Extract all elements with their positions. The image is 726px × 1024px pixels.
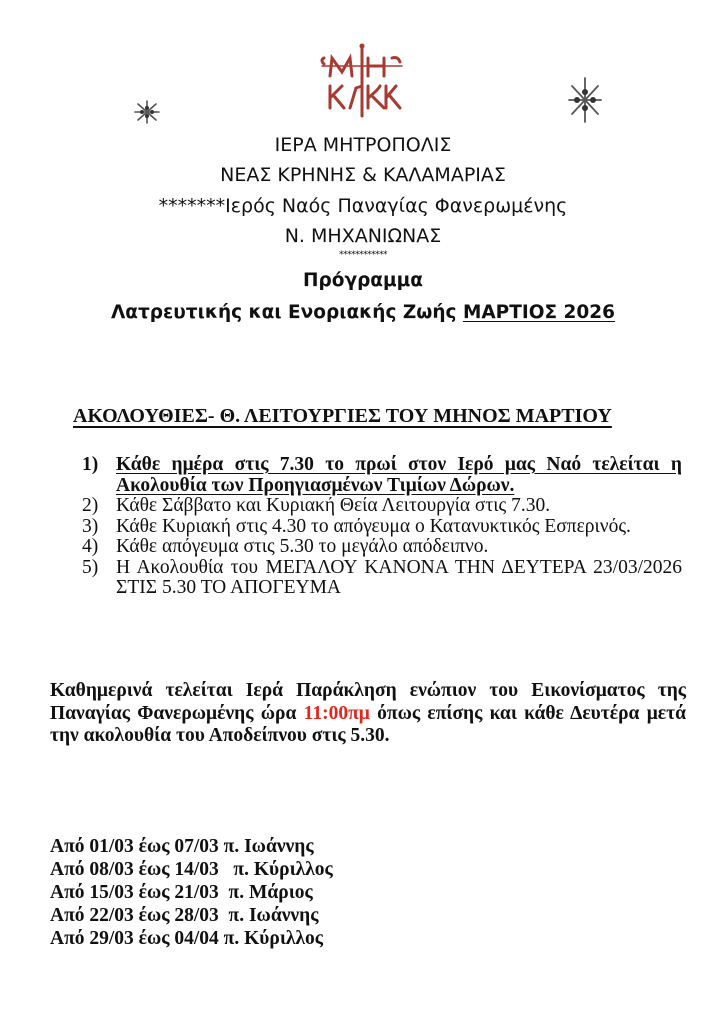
metropolis-region: ΝΕΑΣ ΚΡΗΝΗΣ & ΚΑΛΑΜΑΡΙΑΣ xyxy=(220,164,506,186)
rota-row: Από 22/03 έως 28/03 π. Ιωάννης xyxy=(50,905,319,926)
list-item xyxy=(82,558,682,599)
rota-row: Από 01/03 έως 07/03 π. Ιωάννης xyxy=(50,836,314,857)
list-item xyxy=(82,517,682,538)
rota-row: Από 08/03 έως 14/03 π. Κύριλλος xyxy=(50,859,333,880)
rota-row: Από 15/03 έως 21/03 π. Μάριος xyxy=(50,882,313,903)
item-number: 4) xyxy=(82,536,99,557)
paraklisi-text-end: όπως επίσης και κάθε Δευτέρα μετά την ακολουθία του Αποδείπνου στις 5.30. xyxy=(50,702,686,746)
item-text: Κάθε ημέρα στις 7.30 το πρωί στον Ιερό μας Ναό τελείται η Ακολουθία των Προηγιασμένων Τιμίων Δώρων. xyxy=(116,454,682,496)
sparkle-star-icon xyxy=(132,98,162,126)
church-name: *******Ιερός Ναός Παναγίας Φανερωμένης xyxy=(158,195,568,217)
program-title: Πρόγραμμα xyxy=(303,270,423,291)
paraklisi-text: Καθημερινά τελείται Ιερά Παράκληση ενώπιον του Εικονίσματος της Παναγίας Φανερωμένης ώρα xyxy=(50,680,686,724)
item-text: Η Ακολουθία του ΜΕΓΑΛΟΥ ΚΑΝΟΝΑ ΤΗΝ ΔΕΥΤΕΡΑ 23/03/2026 ΣΤΙΣ 5.30 ΤΟ ΑΠΟΓΕΥΜΑ xyxy=(116,556,682,598)
item-number: 1) xyxy=(82,454,99,475)
services-list xyxy=(82,455,682,599)
rota-row: Από 29/03 έως 04/04 π. Κύριλλος xyxy=(50,928,323,949)
services-heading: ΑΚΟΛΟΥΘΙΕΣ- Θ. ΛΕΙΤΟΥΡΓΙΕΣ ΤΟΥ ΜΗΝΟΣ ΜΑΡΤΙΟΥ xyxy=(73,405,612,427)
paraklisi-paragraph xyxy=(50,680,686,748)
item-number: 3) xyxy=(82,515,99,537)
item-number: 2) xyxy=(82,495,99,516)
list-item xyxy=(82,455,682,496)
paraklisi-time: 11:00πμ xyxy=(303,702,370,724)
metropolis-name: ΙΕΡΑ ΜΗΤΡΟΠΟΛΙΣ xyxy=(274,134,452,156)
separator: ************ xyxy=(339,250,387,260)
sparkle-star-icon xyxy=(565,76,605,124)
item-text: Κάθε Σάββατο και Κυριακή Θεία Λειτουργία στις 7.30. xyxy=(116,495,551,516)
list-item xyxy=(82,537,682,558)
program-subtitle xyxy=(0,302,726,323)
town-name: Ν. ΜΗΧΑΝΙΩΝΑΣ xyxy=(284,225,442,247)
item-text: Κάθε Κυριακή στις 4.30 το απόγευμα ο Κατανυκτικός Εσπερινός. xyxy=(116,515,631,537)
church-monogram-icon xyxy=(316,42,408,118)
subtitle-text: Λατρευτικής και Ενοριακής Ζωής xyxy=(110,302,463,323)
subtitle-month: ΜΑΡΤΙΟΣ 2026 xyxy=(462,302,616,323)
item-number: 5) xyxy=(82,556,99,578)
list-item xyxy=(82,496,682,517)
priest-rota xyxy=(50,835,450,950)
item-text: Κάθε απόγευμα στις 5.30 το μεγάλο απόδειπνο. xyxy=(116,536,489,557)
